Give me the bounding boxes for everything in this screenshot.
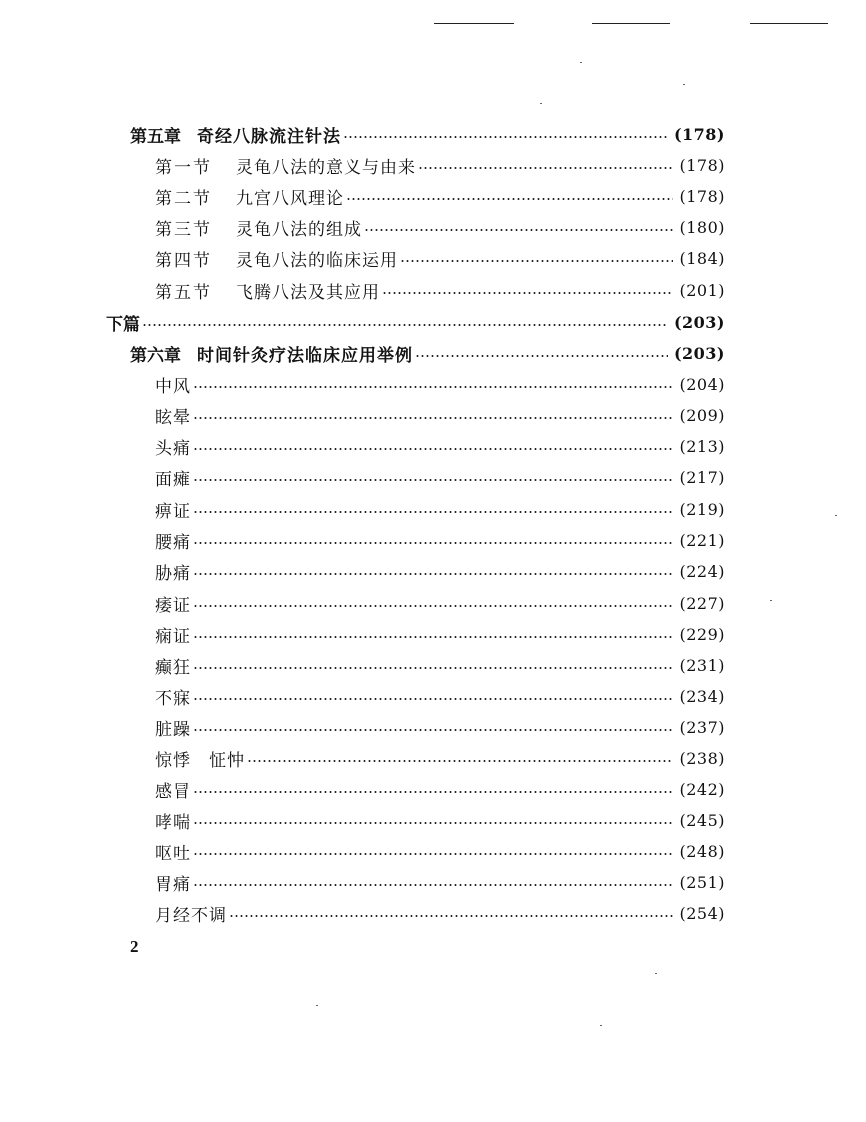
toc-entry [155,590,725,616]
section-title: 灵龟八法的临床运用 [236,250,398,271]
dot-leader [418,167,673,169]
entry-title: 痫证 [155,626,191,647]
toc-entry [155,838,725,864]
toc-section [155,183,725,209]
dot-leader [229,915,673,917]
page-ref: (178) [679,155,725,175]
dot-leader [193,417,673,419]
page-ref: (229) [679,624,725,644]
section-number: 第四节 [155,250,212,271]
section-title: 九宫八风理论 [236,188,344,209]
scan-speck [683,84,685,85]
section-number: 第三节 [155,219,212,240]
dot-leader [193,573,673,575]
toc-entry [155,464,725,490]
dot-leader [193,729,673,731]
toc-entry [155,807,725,833]
entry-title: 胃痛 [155,874,191,895]
dot-leader [193,511,673,513]
toc-entry [155,652,725,678]
dot-leader [193,791,673,793]
scan-speck [316,1005,318,1006]
section-title: 灵龟八法的意义与由来 [236,157,416,178]
chapter-heading-label [130,122,341,147]
dot-leader [247,760,673,762]
page-ref: (231) [679,655,725,675]
toc-entry [155,745,725,771]
page-ref: (237) [679,717,725,737]
page-ref: (217) [679,467,725,487]
page-number: 2 [130,937,139,956]
section-number: 第五节 [155,282,212,303]
part-title: 下篇 [106,314,140,335]
page-ref: (219) [679,499,725,519]
toc-entry [155,371,725,397]
top-rule-3 [750,23,828,24]
scan-speck [600,1025,602,1026]
chapter-number: 第六章 [130,345,181,366]
entry-title: 眩晕 [155,407,191,428]
dot-leader [343,136,668,138]
section-title: 灵龟八法的组成 [236,219,362,240]
dot-leader [193,605,673,607]
entry-title: 腰痛 [155,532,191,553]
dot-leader [142,324,668,326]
toc-chapter-6 [130,340,725,366]
section-title: 飞腾八法及其应用 [236,282,380,303]
page-ref: (254) [679,903,725,923]
toc-entry [155,900,725,926]
section-label [155,278,380,303]
page-ref: (201) [679,280,725,300]
dot-leader [193,636,673,638]
page-ref: (224) [679,561,725,581]
page-ref: (242) [679,779,725,799]
dot-leader [193,479,673,481]
dot-leader [193,667,673,669]
entry-title: 胁痛 [155,563,191,584]
chapter-heading-label [130,341,413,366]
page-ref: (227) [679,593,725,613]
scan-speck [835,515,837,516]
entry-title: 面瘫 [155,469,191,490]
dot-leader [382,292,673,294]
toc-section [155,214,725,240]
dot-leader [415,355,668,357]
section-number: 第一节 [155,157,212,178]
page-ref: (248) [679,841,725,861]
section-label [155,215,362,240]
dot-leader [193,698,673,700]
entry-title: 癫狂 [155,657,191,678]
dot-leader [193,448,673,450]
dot-leader [193,884,673,886]
entry-title: 头痛 [155,438,191,459]
entry-title: 脏躁 [155,719,191,740]
scan-speck [540,103,542,104]
toc-entry [155,433,725,459]
entry-title: 痹证 [155,501,191,522]
toc-entry [155,402,725,428]
chapter-title: 时间针灸疗法临床应用举例 [197,345,413,366]
toc-entry [155,527,725,553]
dot-leader [193,386,673,388]
page-ref: (238) [679,748,725,768]
toc-entry [155,621,725,647]
page-ref: (221) [679,530,725,550]
toc-section [155,277,725,303]
dot-leader [346,198,673,200]
page-ref: (245) [679,810,725,830]
entry-title: 惊悸 怔忡 [155,750,245,771]
page-ref: (234) [679,686,725,706]
page-ref: (203) [673,312,725,332]
top-rule-2 [592,23,670,24]
entry-title: 哮喘 [155,812,191,833]
entry-title: 中风 [155,376,191,397]
section-label [155,184,344,209]
entry-title: 不寐 [155,688,191,709]
dot-leader [193,542,673,544]
entry-title: 月经不调 [155,905,227,926]
page-ref: (184) [679,248,725,268]
toc-section [155,245,725,271]
scan-speck [580,62,582,63]
dot-leader [400,260,673,262]
top-rule-1 [434,23,514,24]
toc-section [155,152,725,178]
section-label [155,246,398,271]
dot-leader [364,229,673,231]
page-ref: (209) [679,405,725,425]
page-ref: (204) [679,374,725,394]
entry-title: 痿证 [155,595,191,616]
toc-chapter-5 [130,121,725,147]
toc-entry [155,496,725,522]
scan-speck [770,600,772,601]
chapter-number: 第五章 [130,126,181,147]
dot-leader [193,853,673,855]
chapter-title: 奇经八脉流注针法 [197,126,341,147]
page-ref: (213) [679,436,725,456]
section-number: 第二节 [155,188,212,209]
toc-entry [155,714,725,740]
toc-part [106,309,725,335]
page-ref: (178) [679,186,725,206]
page-ref: (203) [673,343,725,363]
page-ref: (178) [673,124,725,144]
scan-speck [655,973,657,974]
entry-title: 感冒 [155,781,191,802]
page-ref: (180) [679,217,725,237]
section-label [155,153,416,178]
dot-leader [193,822,673,824]
toc-entry [155,558,725,584]
toc-entry [155,869,725,895]
toc-entry [155,683,725,709]
page-ref: (251) [679,872,725,892]
toc-entry [155,776,725,802]
entry-title: 呕吐 [155,843,191,864]
